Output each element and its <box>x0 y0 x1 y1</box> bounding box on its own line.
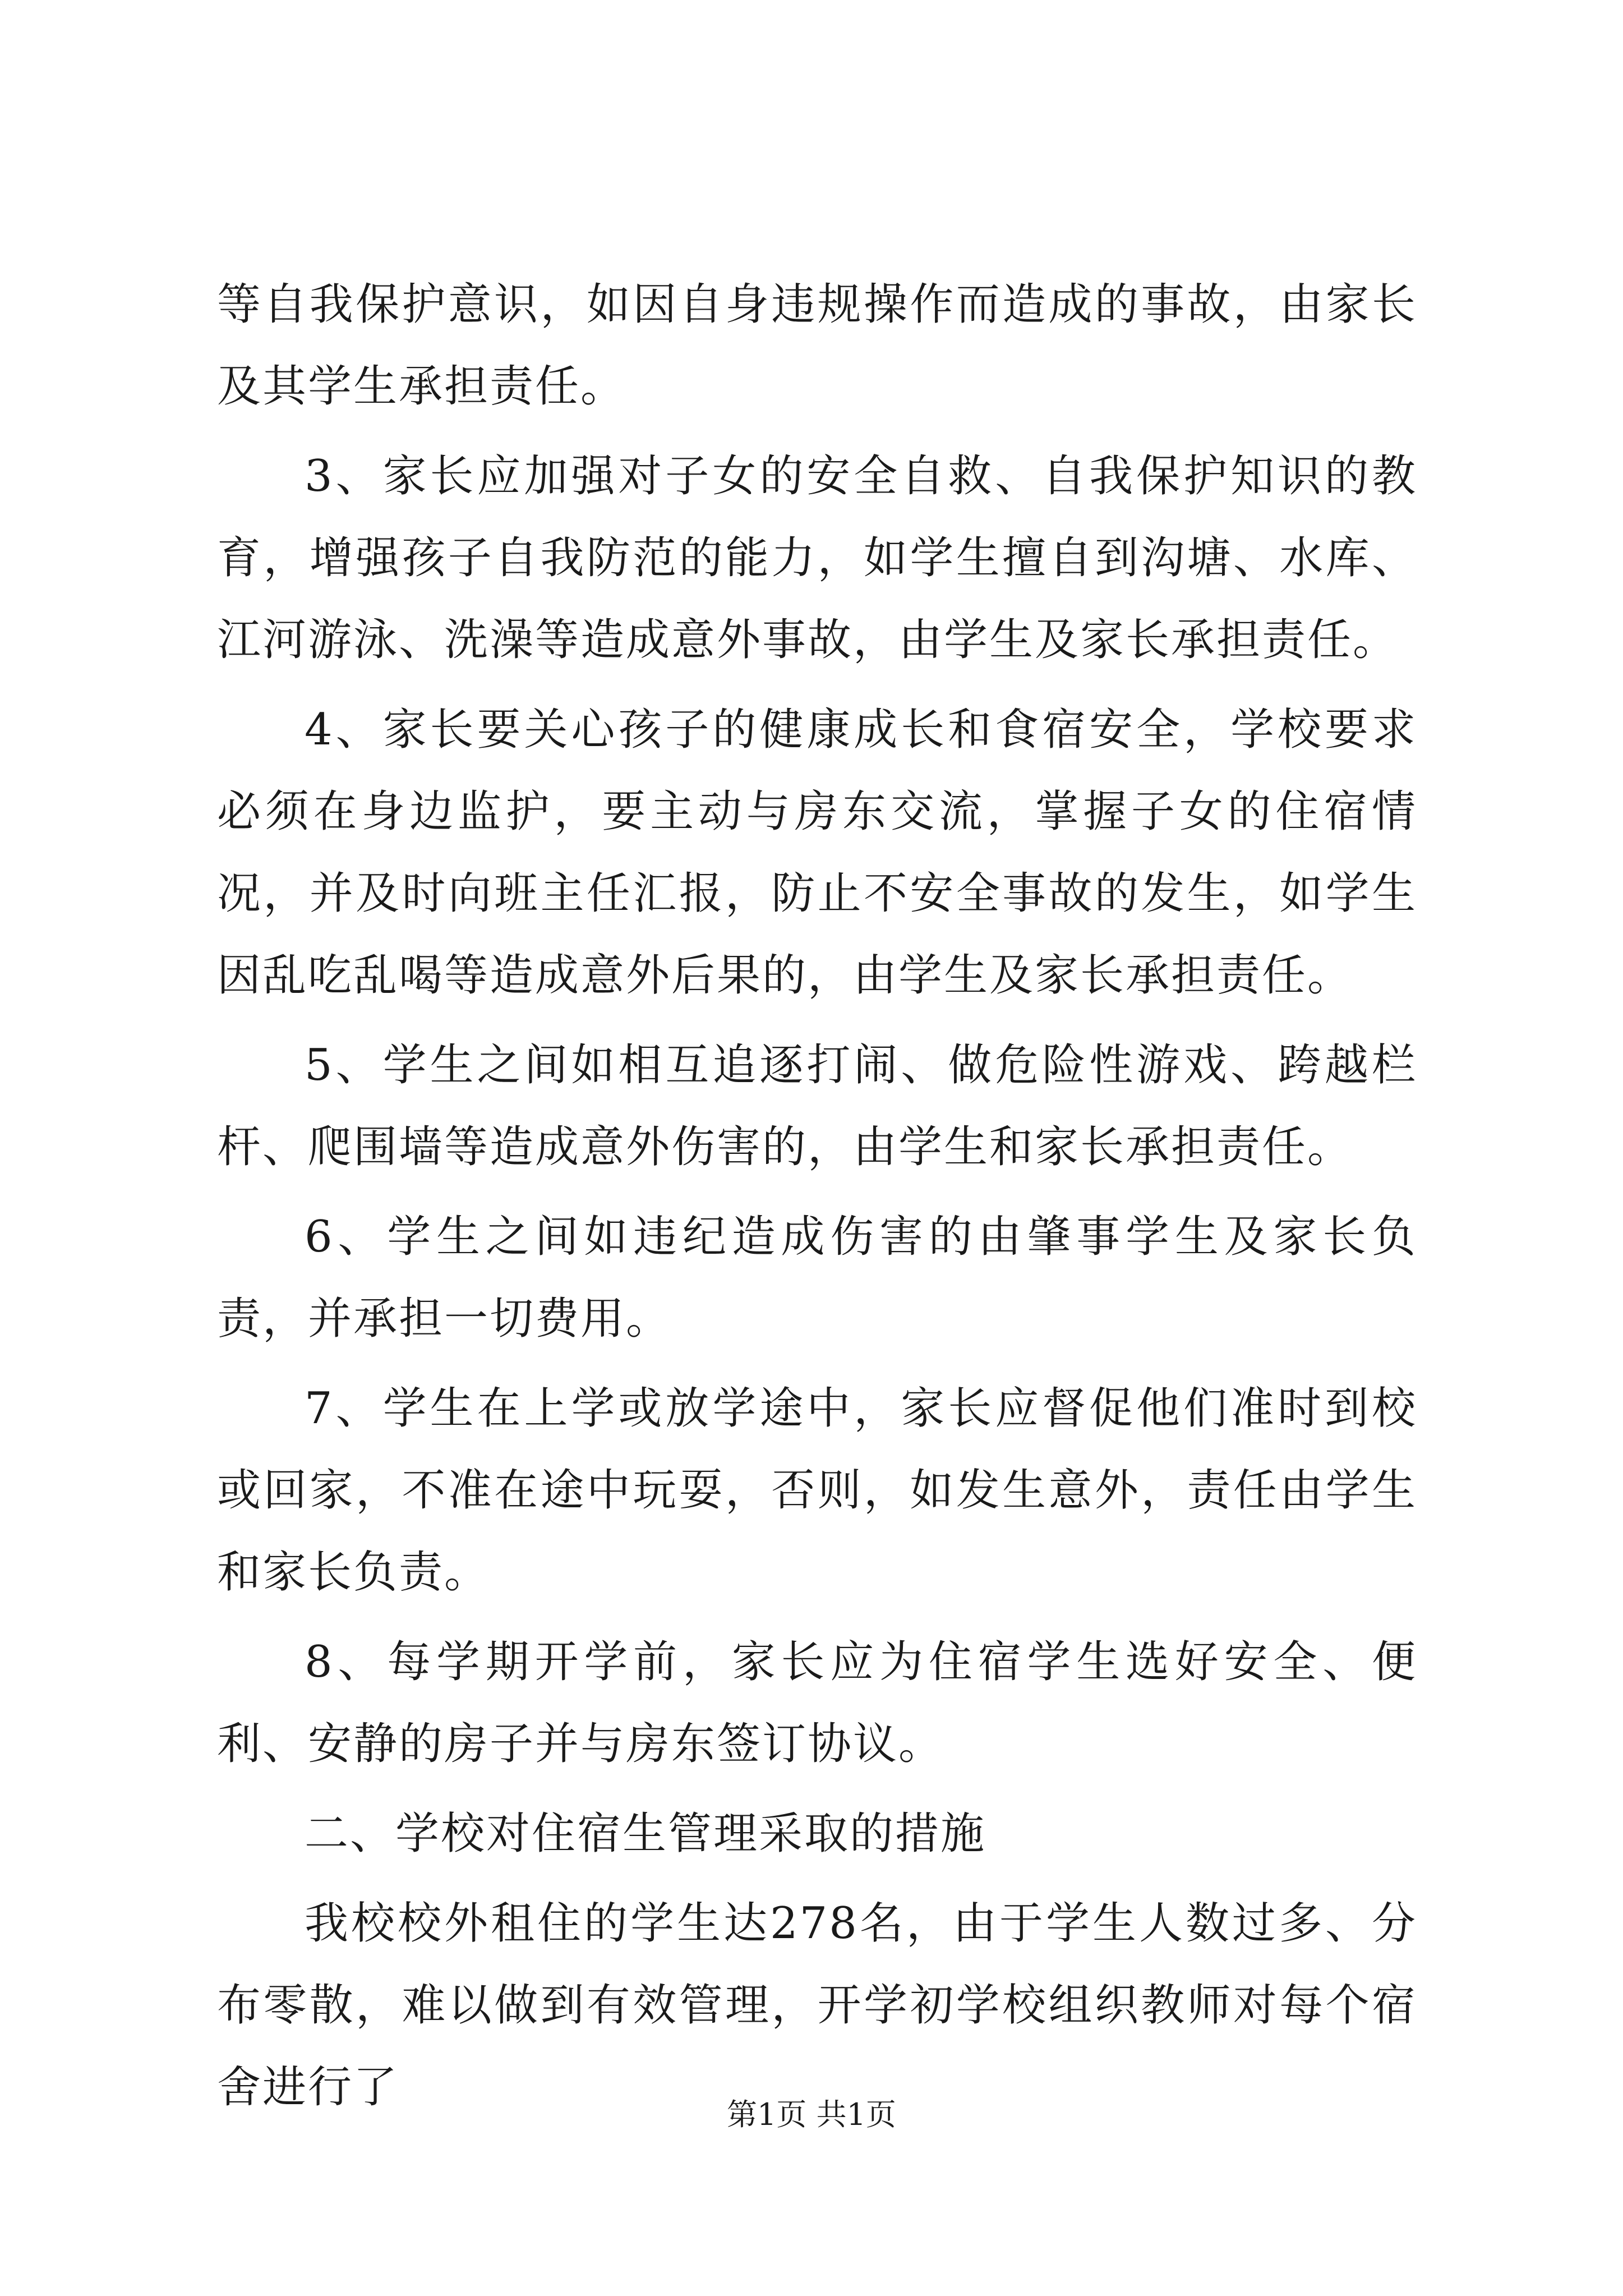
paragraph-section-2-body: 我校校外租住的学生达278名，由于学生人数过多、分布零散，难以做到有效管理，开学初学校组织教师对每个宿舍进行了 <box>217 1898 1417 2113</box>
paragraph-item-7: 7、学生在上学或放学途中，家长应督促他们准时到校或回家，不准在途中玩耍，否则，如发生意外，责任由学生和家长负责。 <box>217 1383 1417 1598</box>
paragraph-item-6: 6、学生之间如违纪造成伤害的由肇事学生及家长负责，并承担一切费用。 <box>217 1212 1417 1344</box>
document-body <box>217 264 1417 2136</box>
paragraph-item-3: 3、家长应加强对子女的安全自救、自我保护知识的教育，增强孩子自我防范的能力，如学生擅自到沟塘、水库、江河游泳、洗澡等造成意外事故，由学生及家长承担责任。 <box>217 451 1417 665</box>
paragraph-item-5: 5、学生之间如相互追逐打闹、做危险性游戏、跨越栏杆、爬围墙等造成意外伤害的，由学生和家长承担责任。 <box>217 1040 1417 1172</box>
section-heading-2: 二、学校对住宿生管理采取的措施 <box>305 1809 986 1859</box>
page-number-footer: 第1页 共1页 <box>727 2097 896 2132</box>
paragraph-continuation: 等自我保护意识，如因自身违规操作而造成的事故，由家长及其学生承担责任。 <box>217 279 1417 412</box>
paragraph-item-4: 4、家长要关心孩子的健康成长和食宿安全，学校要求必须在身边监护，要主动与房东交流，掌握子女的住宿情况，并及时向班主任汇报，防止不安全事故的发生，如学生因乱吃乱喝等造成意外后果的，由学生及家长承担责任。 <box>217 705 1417 1001</box>
paragraph-item-8: 8、每学期开学前，家长应为住宿学生选好安全、便利、安静的房子并与房东签订协议。 <box>217 1637 1417 1769</box>
